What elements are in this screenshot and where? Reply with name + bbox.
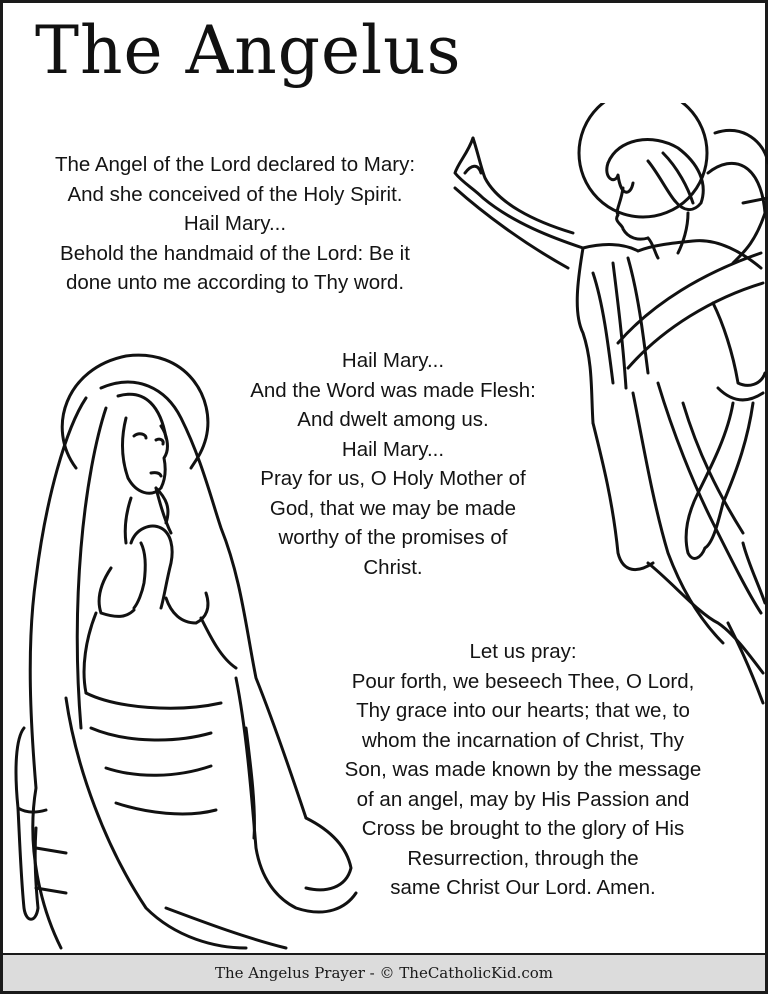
verse-line: done unto me according to Thy word. bbox=[65, 271, 405, 294]
verse-line: same Christ Our Lord. Amen. bbox=[390, 876, 656, 899]
verse-line: worthy of the promises of bbox=[278, 526, 508, 549]
verse-line: Christ. bbox=[363, 555, 423, 579]
verse-line: Son, was made known by the message bbox=[344, 758, 702, 781]
verse-line: And the Word was made Flesh: bbox=[250, 378, 536, 402]
prayer-verse-1 bbox=[15, 150, 455, 298]
verse-line: Thy grace into our hearts; that we, to bbox=[356, 699, 690, 722]
verse-line: The Angel of the Lord declared to Mary: bbox=[54, 153, 416, 176]
page-title: The Angelus bbox=[35, 12, 462, 89]
verse-line: Hail Mary... bbox=[341, 437, 445, 461]
verse-line: God, that we may be made bbox=[269, 496, 517, 520]
verse-line: Hail Mary... bbox=[183, 212, 287, 235]
verse-line: Pray for us, O Holy Mother of bbox=[260, 467, 526, 490]
verse-line: Cross be brought to the glory of His bbox=[361, 817, 685, 840]
verse-line: Behold the handmaid of the Lord: Be it bbox=[60, 241, 410, 265]
verse-line: Let us pray: bbox=[469, 640, 577, 663]
verse-line: whom the incarnation of Christ, Thy bbox=[361, 728, 685, 752]
footer-credit: The Angelus Prayer - © TheCatholicKid.com bbox=[0, 953, 768, 994]
verse-line: Pour forth, we beseech Thee, O Lord, bbox=[351, 669, 695, 693]
verse-line: Resurrection, through the bbox=[407, 846, 639, 870]
prayer-verse-2 bbox=[228, 346, 558, 582]
verse-line: Hail Mary... bbox=[341, 349, 445, 372]
verse-line: And she conceived of the Holy Spirit. bbox=[67, 182, 403, 206]
prayer-verse-3 bbox=[303, 637, 743, 903]
verse-line: And dwelt among us. bbox=[297, 408, 489, 431]
verse-line: of an angel, may by His Passion and bbox=[356, 787, 690, 811]
